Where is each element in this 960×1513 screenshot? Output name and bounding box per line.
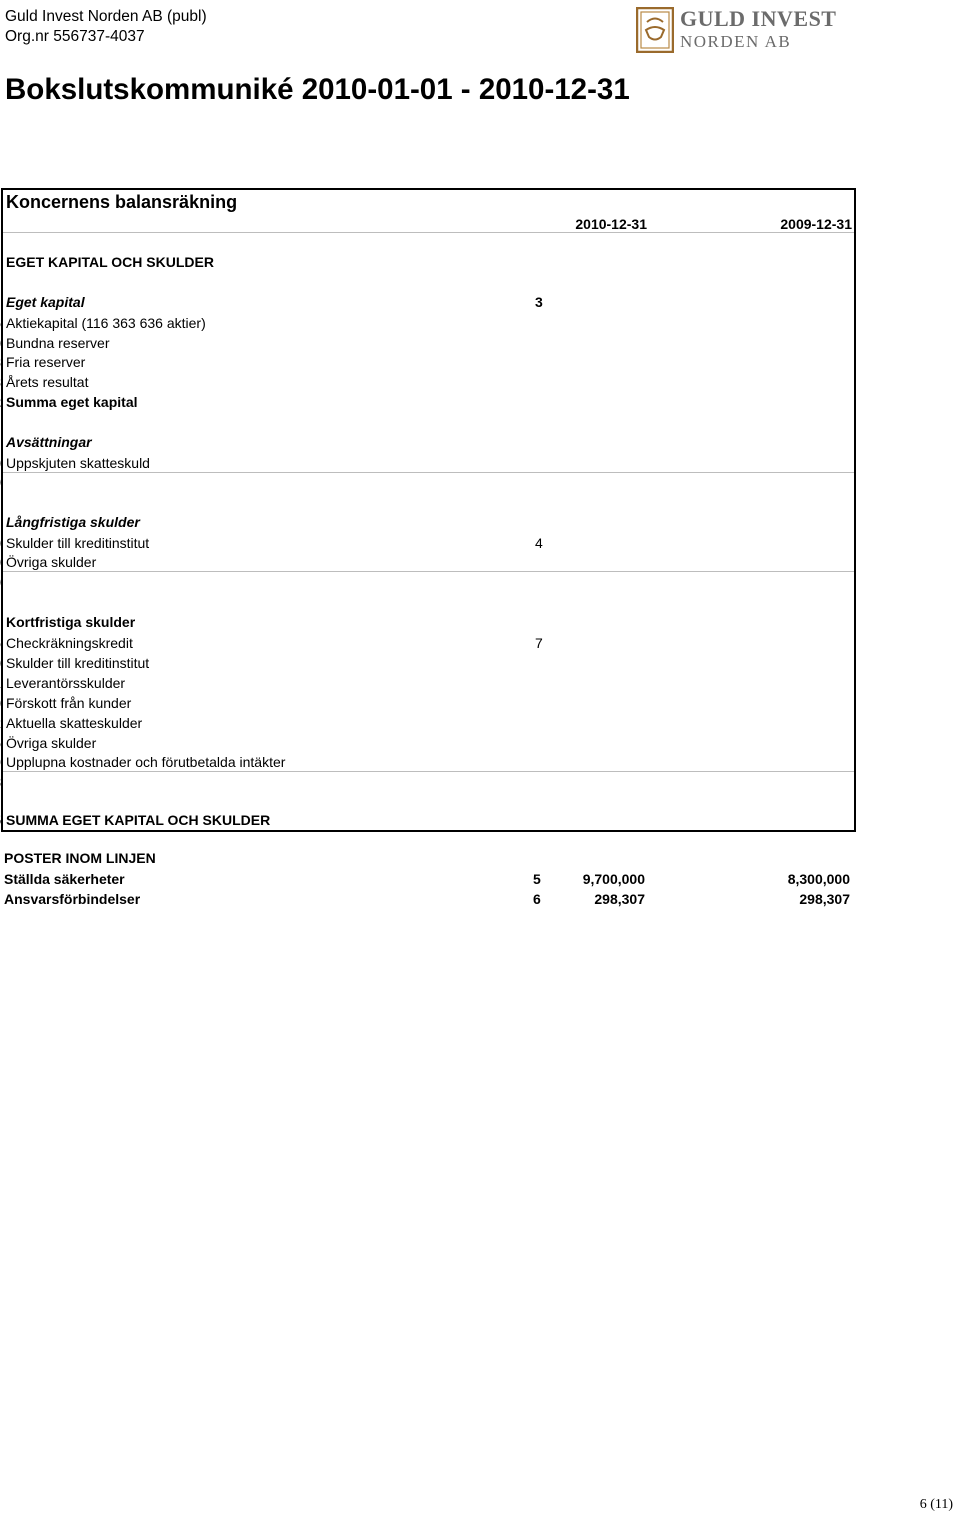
page-title: Bokslutskommuniké 2010-01-01 - 2010-12-31 (5, 73, 630, 106)
row-value-2010: 298,307 (594, 891, 645, 907)
row-label: Upplupna kostnader och förutbetalda intäkter (6, 754, 286, 770)
table-row (1, 889, 852, 909)
row-value-2009: 8,300,000 (787, 871, 850, 887)
row-value-2009 (0, 693, 1, 713)
header-divider (3, 232, 854, 233)
logo-emblem-icon (636, 7, 674, 53)
row-value-2009 (0, 673, 1, 693)
row-note: 7 (535, 635, 543, 651)
row-value-2009 (0, 713, 1, 733)
logo-text-line1: GULD INVEST (680, 6, 837, 31)
row-label: Avsättningar (6, 434, 92, 450)
row-value-2009 (0, 810, 1, 830)
row-label: Långfristiga skulder (6, 514, 140, 530)
column-header-2009: 2009-12-31 (780, 216, 852, 232)
row-label: Ställda säkerheter (4, 871, 125, 887)
row-value-2009 (0, 352, 1, 372)
row-value-2009 (0, 633, 1, 653)
row-label: Aktuella skatteskulder (6, 715, 143, 731)
row-label: Checkräkningskredit (6, 635, 133, 651)
row-value-2009 (0, 552, 1, 572)
row-label: Ansvarsförbindelser (4, 891, 141, 907)
row-divider (3, 472, 854, 473)
row-label: Övriga skulder (6, 554, 97, 570)
row-label: Skulder till kreditinstitut (6, 535, 150, 551)
company-name: Guld Invest Norden AB (publ) (5, 8, 207, 25)
row-value-2010: 9,700,000 (582, 871, 645, 887)
row-value-2009 (0, 372, 1, 392)
row-label: Eget kapital (6, 294, 85, 310)
row-note: 3 (535, 294, 543, 310)
balance-sheet-table (1, 188, 856, 832)
row-divider (3, 771, 854, 772)
row-note: 4 (535, 535, 543, 551)
row-label: POSTER INOM LINJEN (4, 850, 156, 866)
section-title: Koncernens balansräkning (6, 192, 238, 212)
row-label: Förskott från kunder (6, 695, 132, 711)
row-value-2009: 298,307 (799, 891, 850, 907)
row-value-2009 (0, 333, 1, 353)
row-label: Uppskjuten skatteskuld (6, 455, 150, 471)
row-value-2009 (0, 653, 1, 673)
row-value-2009 (0, 533, 1, 553)
row-value-2009 (0, 392, 1, 412)
row-label: Bundna reserver (6, 335, 110, 351)
row-label: Summa eget kapital (6, 394, 138, 410)
logo-text-line2: NORDEN AB (680, 32, 792, 51)
row-value-2009 (0, 453, 1, 473)
row-divider (3, 571, 854, 572)
table-row (1, 869, 852, 889)
row-value-2009 (0, 733, 1, 753)
row-value-2009 (0, 772, 1, 792)
row-value-2009 (0, 472, 1, 492)
row-label: Kortfristiga skulder (6, 614, 136, 630)
row-note: 6 (533, 891, 541, 907)
row-value-2009 (0, 752, 1, 772)
org-number: Org.nr 556737-4037 (5, 28, 145, 45)
row-label: Aktiekapital (116 363 636 aktier) (6, 315, 206, 331)
row-label: EGET KAPITAL OCH SKULDER (6, 254, 214, 270)
company-logo (636, 6, 851, 54)
row-label: Skulder till kreditinstitut (6, 655, 150, 671)
company-header (5, 7, 207, 47)
page-number: 6 (11) (919, 1497, 953, 1512)
row-label: Leverantörsskulder (6, 675, 126, 691)
row-label: Fria reserver (6, 354, 86, 370)
row-note: 5 (533, 871, 541, 887)
row-value-2009 (0, 572, 1, 592)
row-label: SUMMA EGET KAPITAL OCH SKULDER (6, 812, 271, 828)
row-value-2009 (0, 313, 1, 333)
table-row (1, 848, 852, 868)
row-label: Årets resultat (6, 374, 89, 390)
row-label: Övriga skulder (6, 735, 97, 751)
column-header-2010: 2010-12-31 (575, 216, 647, 232)
